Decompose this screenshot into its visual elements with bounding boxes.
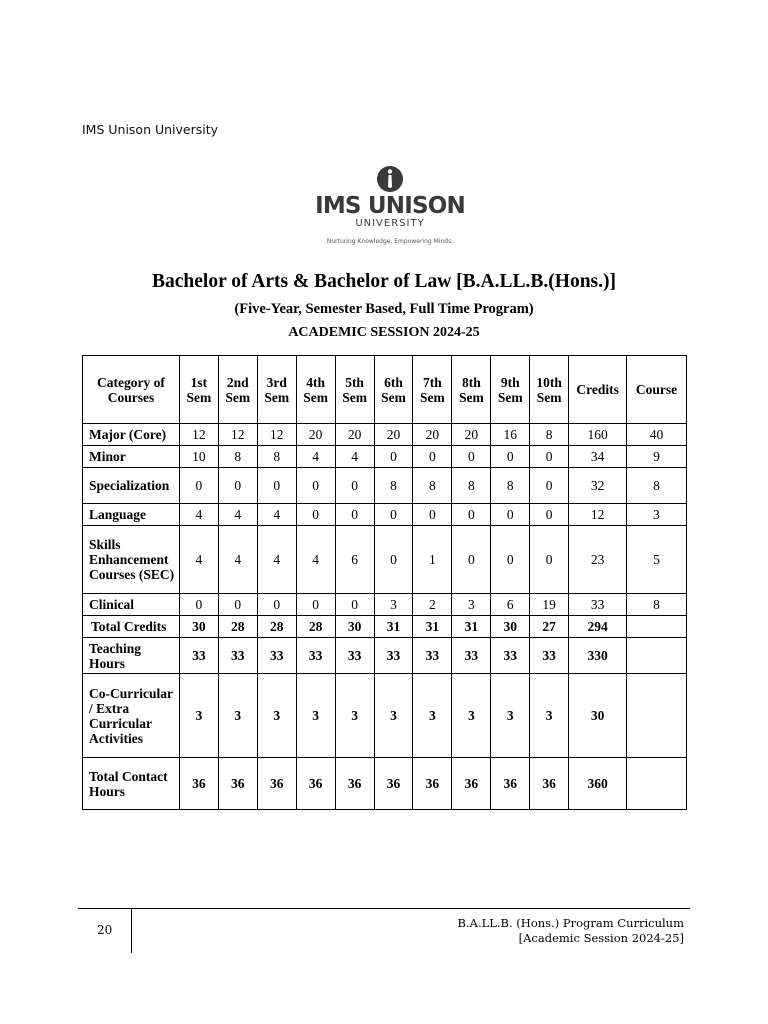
row-category: Specialization — [83, 468, 180, 504]
table-cell: 0 — [530, 504, 569, 526]
table-cell: 36 — [257, 758, 296, 810]
table-cell: 1 — [413, 526, 452, 594]
table-cell: 30 — [491, 616, 530, 638]
table-cell: 20 — [335, 424, 374, 446]
table-cell: 36 — [374, 758, 413, 810]
table-cell: 0 — [452, 504, 491, 526]
table-row — [83, 468, 687, 504]
table-cell: 36 — [452, 758, 491, 810]
table-cell: 20 — [296, 424, 335, 446]
table-cell: 10 — [179, 446, 218, 468]
table-cell: 0 — [335, 468, 374, 504]
table-cell: 12 — [569, 504, 627, 526]
table-cell: 12 — [179, 424, 218, 446]
footer-divider — [78, 908, 690, 909]
row-category: Co-Curricular / Extra Curricular Activities — [83, 674, 180, 758]
table-cell: 8 — [491, 468, 530, 504]
table-cell: 36 — [218, 758, 257, 810]
table-cell: 3 — [627, 504, 687, 526]
table-cell: 3 — [452, 594, 491, 616]
table-cell: 4 — [296, 526, 335, 594]
column-header: 1st Sem — [179, 356, 218, 424]
table-cell: 4 — [257, 526, 296, 594]
table-cell: 30 — [179, 616, 218, 638]
table-cell: 160 — [569, 424, 627, 446]
row-category: Skills Enhancement Courses (SEC) — [83, 526, 180, 594]
column-header: 4th Sem — [296, 356, 335, 424]
table-cell: 0 — [491, 504, 530, 526]
table-row — [83, 526, 687, 594]
table-cell: 20 — [452, 424, 491, 446]
table-cell: 0 — [335, 504, 374, 526]
table-cell: 0 — [257, 468, 296, 504]
table-cell: 0 — [296, 504, 335, 526]
table-row — [83, 504, 687, 526]
table-cell: 3 — [413, 674, 452, 758]
table-cell: 8 — [627, 468, 687, 504]
table-cell: 3 — [530, 674, 569, 758]
table-cell: 28 — [218, 616, 257, 638]
table-cell: 31 — [374, 616, 413, 638]
table-cell: 31 — [452, 616, 491, 638]
table-cell: 19 — [530, 594, 569, 616]
table-cell: 16 — [491, 424, 530, 446]
table-cell: 3 — [335, 674, 374, 758]
table-cell: 0 — [218, 594, 257, 616]
table-cell: 8 — [627, 594, 687, 616]
table-cell: 33 — [374, 638, 413, 674]
table-cell: 30 — [569, 674, 627, 758]
table-cell: 6 — [491, 594, 530, 616]
page-number: 20 — [97, 923, 113, 937]
table-cell: 36 — [296, 758, 335, 810]
row-category: Major (Core) — [83, 424, 180, 446]
column-header: 7th Sem — [413, 356, 452, 424]
table-row — [83, 638, 687, 674]
table-cell: 4 — [179, 504, 218, 526]
logo-emblem-icon — [376, 165, 404, 193]
table-cell: 33 — [218, 638, 257, 674]
table-cell: 20 — [374, 424, 413, 446]
logo-subtitle: UNIVERSITY — [355, 218, 425, 229]
table-row — [83, 616, 687, 638]
table-cell: 33 — [179, 638, 218, 674]
table-cell: 0 — [413, 446, 452, 468]
footer-line-1: B.A.LL.B. (Hons.) Program Curriculum — [457, 916, 684, 930]
table-cell: 0 — [530, 468, 569, 504]
table-row — [83, 424, 687, 446]
table-cell: 3 — [218, 674, 257, 758]
university-logo — [310, 165, 470, 255]
table-row — [83, 674, 687, 758]
table-cell: 33 — [257, 638, 296, 674]
row-category: Total Contact Hours — [83, 758, 180, 810]
column-header: Course — [627, 356, 687, 424]
program-title: Bachelor of Arts & Bachelor of Law [B.A.LL.B.(Hons.)] — [151, 271, 616, 292]
table-cell: 4 — [218, 504, 257, 526]
table-cell: 0 — [530, 526, 569, 594]
table-cell: 0 — [413, 504, 452, 526]
table-cell: 8 — [218, 446, 257, 468]
table-cell: 3 — [374, 594, 413, 616]
table-cell: 0 — [257, 594, 296, 616]
table-cell: 36 — [530, 758, 569, 810]
table-cell: 4 — [296, 446, 335, 468]
table-cell: 0 — [491, 526, 530, 594]
table-cell: 40 — [627, 424, 687, 446]
table-cell: 12 — [218, 424, 257, 446]
table-cell: 36 — [179, 758, 218, 810]
table-cell: 294 — [569, 616, 627, 638]
table-cell: 3 — [179, 674, 218, 758]
table-cell: 8 — [257, 446, 296, 468]
table-cell: 4 — [218, 526, 257, 594]
table-cell: 3 — [296, 674, 335, 758]
table-cell: 6 — [335, 526, 374, 594]
table-cell: 28 — [257, 616, 296, 638]
table-cell: 33 — [335, 638, 374, 674]
table-cell: 3 — [374, 674, 413, 758]
column-header: 10th Sem — [530, 356, 569, 424]
table-cell: 0 — [491, 446, 530, 468]
table-cell: 8 — [452, 468, 491, 504]
footer-vertical-divider — [131, 908, 132, 953]
column-header: 9th Sem — [491, 356, 530, 424]
table-header-row — [83, 356, 687, 424]
table-cell: 0 — [296, 594, 335, 616]
table-cell — [627, 758, 687, 810]
column-header: 5th Sem — [335, 356, 374, 424]
table-cell: 4 — [179, 526, 218, 594]
table-cell — [627, 638, 687, 674]
logo-tagline: Nurturing Knowledge. Empowering Minds. — [326, 238, 454, 245]
header-institution: IMS Unison University — [82, 122, 219, 137]
table-cell: 0 — [374, 504, 413, 526]
column-header: Category of Courses — [83, 356, 180, 424]
table-cell: 12 — [257, 424, 296, 446]
table-cell: 33 — [530, 638, 569, 674]
table-cell: 27 — [530, 616, 569, 638]
row-category: Clinical — [83, 594, 180, 616]
table-cell: 33 — [452, 638, 491, 674]
table-cell: 0 — [218, 468, 257, 504]
table-cell: 4 — [335, 446, 374, 468]
table-cell: 33 — [296, 638, 335, 674]
table-cell: 0 — [452, 446, 491, 468]
column-header: Credits — [569, 356, 627, 424]
table-cell: 0 — [530, 446, 569, 468]
table-cell: 3 — [257, 674, 296, 758]
table-cell: 330 — [569, 638, 627, 674]
table-cell: 0 — [179, 594, 218, 616]
program-subtitle: (Five-Year, Semester Based, Full Time Program) — [234, 301, 534, 317]
table-cell: 8 — [413, 468, 452, 504]
table-cell: 0 — [374, 446, 413, 468]
table-cell — [627, 674, 687, 758]
column-header: 2nd Sem — [218, 356, 257, 424]
table-cell: 30 — [335, 616, 374, 638]
logo-name: IMS UNISON — [315, 193, 465, 219]
table-cell: 33 — [413, 638, 452, 674]
table-cell: 3 — [452, 674, 491, 758]
table-cell: 34 — [569, 446, 627, 468]
row-category: Total Credits — [83, 616, 180, 638]
table-cell: 4 — [257, 504, 296, 526]
table-cell: 28 — [296, 616, 335, 638]
column-header: 8th Sem — [452, 356, 491, 424]
row-category: Teaching Hours — [83, 638, 180, 674]
table-cell: 0 — [179, 468, 218, 504]
row-category: Minor — [83, 446, 180, 468]
table-row — [83, 446, 687, 468]
table-cell: 0 — [374, 526, 413, 594]
table-cell: 33 — [491, 638, 530, 674]
table-cell: 5 — [627, 526, 687, 594]
table-cell: 36 — [491, 758, 530, 810]
curriculum-table — [82, 355, 687, 810]
table-row — [83, 758, 687, 810]
table-cell: 32 — [569, 468, 627, 504]
table-cell: 36 — [335, 758, 374, 810]
table-cell: 3 — [491, 674, 530, 758]
column-header: 3rd Sem — [257, 356, 296, 424]
footer-caption — [458, 916, 684, 946]
row-category: Language — [83, 504, 180, 526]
column-header: 6th Sem — [374, 356, 413, 424]
table-cell: 33 — [569, 594, 627, 616]
table-cell: 36 — [413, 758, 452, 810]
table-cell: 2 — [413, 594, 452, 616]
table-cell: 23 — [569, 526, 627, 594]
table-cell: 360 — [569, 758, 627, 810]
table-cell: 0 — [452, 526, 491, 594]
table-cell: 31 — [413, 616, 452, 638]
academic-session: ACADEMIC SESSION 2024-25 — [288, 325, 480, 340]
table-cell: 8 — [374, 468, 413, 504]
table-cell — [627, 616, 687, 638]
footer-line-2: [Academic Session 2024-25] — [518, 931, 684, 945]
table-cell: 9 — [627, 446, 687, 468]
table-cell: 0 — [335, 594, 374, 616]
table-cell: 0 — [296, 468, 335, 504]
table-cell: 20 — [413, 424, 452, 446]
table-row — [83, 594, 687, 616]
table-cell: 8 — [530, 424, 569, 446]
